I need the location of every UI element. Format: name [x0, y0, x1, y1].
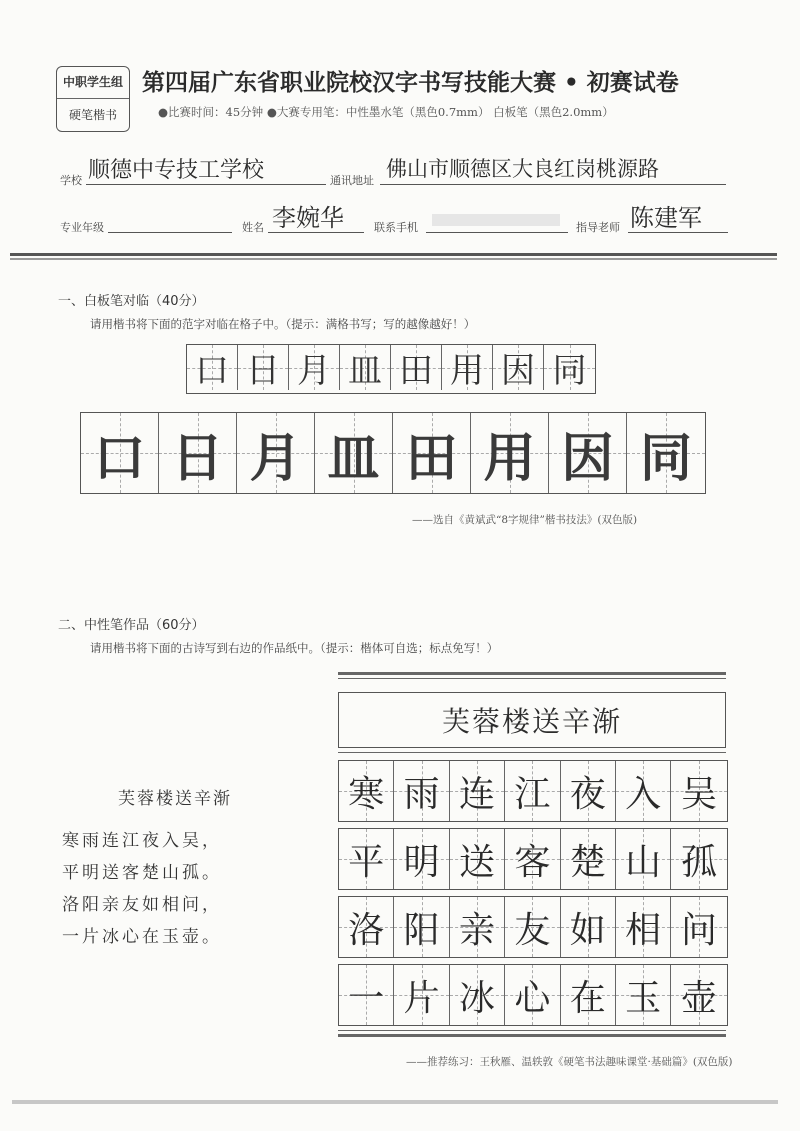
character: 皿 — [327, 428, 380, 489]
work-character-cell[interactable] — [394, 965, 449, 1025]
work-character-cell[interactable] — [505, 897, 560, 957]
work-character-cell[interactable] — [339, 965, 394, 1025]
badge-category-label: 硬笔楷书 — [68, 108, 117, 122]
work-character-cell[interactable] — [671, 761, 726, 821]
character: 用 — [450, 351, 484, 391]
name-field[interactable] — [268, 196, 364, 233]
work-row[interactable] — [338, 828, 728, 890]
poem-line: 洛阳亲友如相问， — [62, 895, 222, 915]
character: 相 — [625, 909, 662, 951]
name-label: 姓名 — [242, 221, 264, 234]
page-title: 第四届广东省职业院校汉字书写技能大赛 • 初赛试卷 — [142, 70, 679, 96]
character: 同 — [639, 428, 692, 489]
poem-line: 寒雨连江夜入吴， — [62, 831, 222, 851]
section2-heading: 二、中性笔作品（60分） — [58, 618, 205, 633]
work-character-cell[interactable] — [616, 897, 671, 957]
model-character-cell — [544, 345, 595, 390]
character: 月 — [297, 351, 331, 391]
practice-character-grid[interactable] — [80, 412, 706, 494]
character: 连 — [458, 773, 495, 815]
work-character-cell[interactable] — [561, 829, 616, 889]
model-character-cell — [187, 345, 238, 390]
work-character-cell[interactable] — [616, 965, 671, 1025]
practice-character-cell[interactable] — [627, 413, 705, 493]
work-character-cell[interactable] — [339, 829, 394, 889]
character: 心 — [514, 977, 551, 1019]
character: 田 — [405, 428, 458, 489]
work-character-cell[interactable] — [505, 761, 560, 821]
character: 楚 — [569, 841, 606, 883]
character: 日 — [246, 351, 280, 391]
character: 冰 — [458, 977, 495, 1019]
header-divider-thin — [10, 258, 777, 260]
phone-field[interactable] — [426, 200, 568, 233]
character: 同 — [552, 351, 587, 391]
practice-character-cell[interactable] — [159, 413, 237, 493]
character: 月 — [249, 428, 302, 489]
character: 送 — [458, 841, 495, 883]
character: 吴 — [681, 773, 718, 815]
character: 山 — [625, 841, 662, 883]
model-character-grid — [186, 344, 596, 394]
work-character-cell[interactable] — [505, 829, 560, 889]
poem-title: 芙蓉楼送辛渐 — [118, 789, 232, 809]
character: 口 — [93, 428, 146, 489]
section2-instruction: 请用楷书将下面的古诗写到右边的作品纸中。（提示：楷体可自选；标点免写！） — [90, 641, 499, 655]
work-character-cell[interactable] — [450, 829, 505, 889]
section1-source: ——选自《黄斌武“8字规律”楷书技法》(双色版) — [412, 514, 638, 526]
model-character-cell — [391, 345, 442, 390]
work-character-cell[interactable] — [505, 965, 560, 1025]
poem-line: 一片冰心在玉壶。 — [62, 927, 222, 947]
teacher-label: 指导老师 — [576, 221, 620, 234]
address-field[interactable] — [380, 150, 726, 185]
character: 洛 — [348, 909, 385, 951]
major-label: 专业年级 — [60, 221, 104, 234]
section2-source: ——推荐练习：王秋雁、温轶敦《硬笔书法趣味课堂·基础篇》(双色版) — [406, 1056, 733, 1068]
work-character-cell[interactable] — [616, 829, 671, 889]
character: 玉 — [625, 977, 662, 1019]
character: 皿 — [348, 351, 382, 391]
character: 孤 — [681, 841, 718, 883]
badge-group-label: 中职学生组 — [57, 67, 129, 99]
practice-character-cell[interactable] — [81, 413, 159, 493]
work-character-cell[interactable] — [671, 829, 726, 889]
work-character-cell[interactable] — [450, 761, 505, 821]
character: 亲 — [458, 909, 495, 951]
character: 入 — [625, 773, 662, 815]
phone-redaction — [432, 214, 560, 226]
practice-character-cell[interactable] — [471, 413, 549, 493]
work-title[interactable]: 芙蓉楼送辛渐 — [338, 692, 726, 748]
work-character-cell[interactable] — [671, 897, 726, 957]
model-character-cell — [442, 345, 493, 390]
work-paper-border-bottom-thin — [338, 1030, 726, 1031]
work-character-cell[interactable] — [450, 897, 505, 957]
section1-instruction: 请用楷书将下面的范字对临在格子中。（提示：满格书写；写的越像越好！） — [90, 317, 476, 331]
practice-character-cell[interactable] — [315, 413, 393, 493]
work-character-cell[interactable] — [394, 897, 449, 957]
work-character-cell[interactable] — [394, 761, 449, 821]
character: 日 — [171, 428, 224, 489]
work-row[interactable] — [338, 760, 728, 822]
major-field[interactable] — [108, 200, 232, 233]
model-character-cell — [493, 345, 544, 390]
teacher-field[interactable] — [628, 196, 728, 233]
work-character-cell[interactable] — [671, 965, 726, 1025]
character: 如 — [569, 909, 606, 951]
work-character-cell[interactable] — [561, 761, 616, 821]
character: 江 — [514, 773, 551, 815]
poem-line: 平明送客楚山孤。 — [62, 863, 222, 883]
group-badge — [56, 66, 130, 132]
model-character-cell — [289, 345, 340, 390]
character: 客 — [514, 841, 551, 883]
work-paper-border-bottom — [338, 1034, 726, 1037]
character: 一 — [348, 977, 385, 1019]
address-label: 通讯地址 — [330, 174, 374, 187]
work-character-cell[interactable] — [339, 761, 394, 821]
work-character-cell[interactable] — [561, 897, 616, 957]
exam-rules: ●比赛时间：45分钟 ●大赛专用笔：中性墨水笔（黑色0.7mm） 白板笔（黑色2.0mm） — [158, 105, 614, 119]
practice-character-cell[interactable] — [393, 413, 471, 493]
practice-character-cell[interactable] — [237, 413, 315, 493]
teacher-value: 陈建军 — [630, 204, 702, 232]
phone-label: 联系手机 — [374, 221, 418, 234]
school-field[interactable] — [86, 150, 326, 185]
work-character-cell[interactable] — [450, 965, 505, 1025]
character: 明 — [403, 841, 440, 883]
work-paper-border-top — [338, 672, 726, 675]
character: 阳 — [403, 909, 440, 951]
character: 平 — [348, 841, 385, 883]
school-label: 学校 — [60, 174, 82, 187]
header-divider — [10, 253, 777, 256]
work-row[interactable] — [338, 896, 728, 958]
character: 在 — [569, 977, 606, 1019]
work-character-cell[interactable] — [561, 965, 616, 1025]
character: 田 — [399, 351, 433, 391]
model-character-cell — [340, 345, 391, 390]
address-value: 佛山市顺德区大良红岗桃源路 — [386, 157, 659, 181]
character: 壶 — [681, 977, 718, 1019]
character: 因 — [561, 428, 614, 489]
character: 夜 — [569, 773, 606, 815]
work-paper-rule — [338, 752, 726, 753]
work-character-cell[interactable] — [339, 897, 394, 957]
character: 寒 — [348, 773, 385, 815]
model-character-cell — [238, 345, 289, 390]
character: 因 — [501, 351, 535, 391]
work-character-cell[interactable] — [394, 829, 449, 889]
work-paper-border-top-thin — [338, 678, 726, 679]
work-row[interactable] — [338, 964, 728, 1026]
work-character-cell[interactable] — [616, 761, 671, 821]
character: 友 — [514, 909, 551, 951]
name-value: 李婉华 — [272, 204, 344, 232]
character: 片 — [403, 977, 440, 1019]
school-value: 顺德中专技工学校 — [88, 158, 265, 183]
character: 用 — [483, 428, 536, 489]
footer-bar — [12, 1100, 778, 1104]
character: 口 — [195, 351, 229, 391]
section1-heading: 一、白板笔对临（40分） — [58, 294, 205, 309]
practice-character-cell[interactable] — [549, 413, 627, 493]
character: 问 — [681, 909, 718, 951]
character: 雨 — [403, 773, 440, 815]
